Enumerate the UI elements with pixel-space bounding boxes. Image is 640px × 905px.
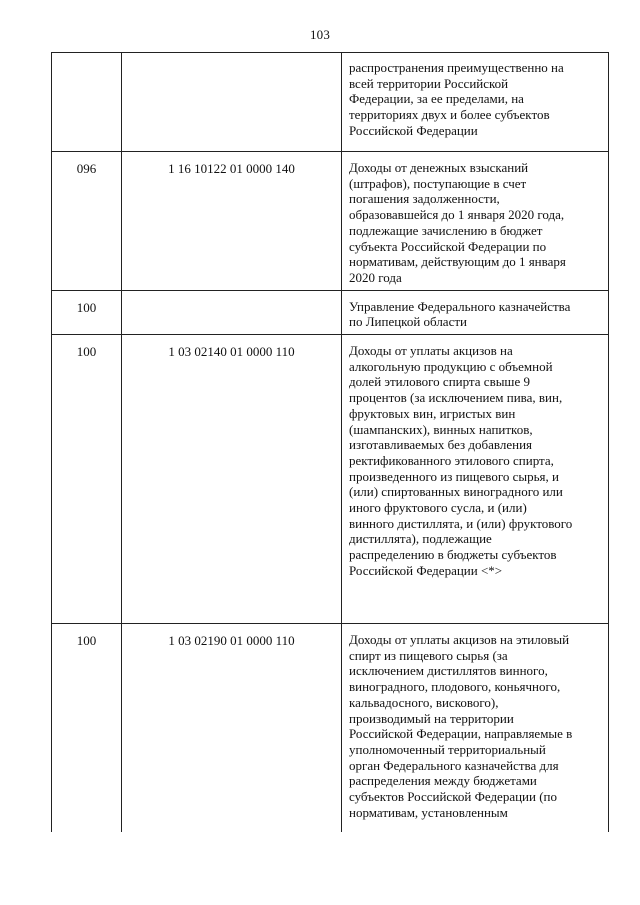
admin-code-cell: 100 — [52, 624, 122, 832]
revenue-name-cell: Доходы от уплаты акцизов на алкогольную продукцию с объемной долей этилового спирта свыше 9 процентов (за исключением пива, вин, фруктовых вин, игристых вин (шампанских), винных напитков, изготавливаемых без добавления ректификованного этилового спирта, произведенного из пищевого сырья, и (или) спиртованных виноградного или иного фруктового сусла, и (или) винного дистиллята, и (или) фруктового дистиллята), подлежащие распределению в бюджеты субъектов Российской Федерации <*> — [342, 335, 609, 624]
budget-classification-code-cell: 1 16 10122 01 0000 140 — [122, 152, 342, 291]
budget-classification-code-cell: 1 03 02140 01 0000 110 — [122, 335, 342, 624]
admin-code-cell: 100 — [52, 290, 122, 334]
table-row — [52, 624, 609, 832]
revenue-codes-table — [51, 52, 609, 832]
table-row — [52, 335, 609, 624]
budget-classification-code-cell: 1 03 02190 01 0000 110 — [122, 624, 342, 832]
table-row — [52, 152, 609, 291]
revenue-name-cell: распространения преимущественно на всей территории Российской Федерации, за ее пределами, на территориях двух и более субъектов Российской Федерации — [342, 53, 609, 152]
revenue-name-cell: Доходы от уплаты акцизов на этиловый спирт из пищевого сырья (за исключением дистиллятов винного, виноградного, плодового, коньячного, кальвадосного, вискового), производимый на территории Российской Федерации, направляемые в уполномоченный территориальный орган Федерального казначейства для распределения между бюджетами субъектов Российской Федерации (по нормативам, установленным — [342, 624, 609, 832]
admin-code-cell: 096 — [52, 152, 122, 291]
table-row — [52, 53, 609, 152]
administrator-name-cell: Управление Федерального казначейства по Липецкой области — [342, 290, 609, 334]
table-row — [52, 290, 609, 334]
admin-code-cell: 100 — [52, 335, 122, 624]
admin-code-cell — [52, 53, 122, 152]
page-number: 103 — [309, 27, 331, 42]
revenue-name-cell: Доходы от денежных взысканий (штрафов), поступающие в счет погашения задолженности, образовавшейся до 1 января 2020 года, подлежащие зачислению в бюджет субъекта Российской Федерации по нормативам, действующим до 1 января 2020 года — [342, 152, 609, 291]
budget-classification-code-cell — [122, 290, 342, 334]
budget-classification-code-cell — [122, 53, 342, 152]
